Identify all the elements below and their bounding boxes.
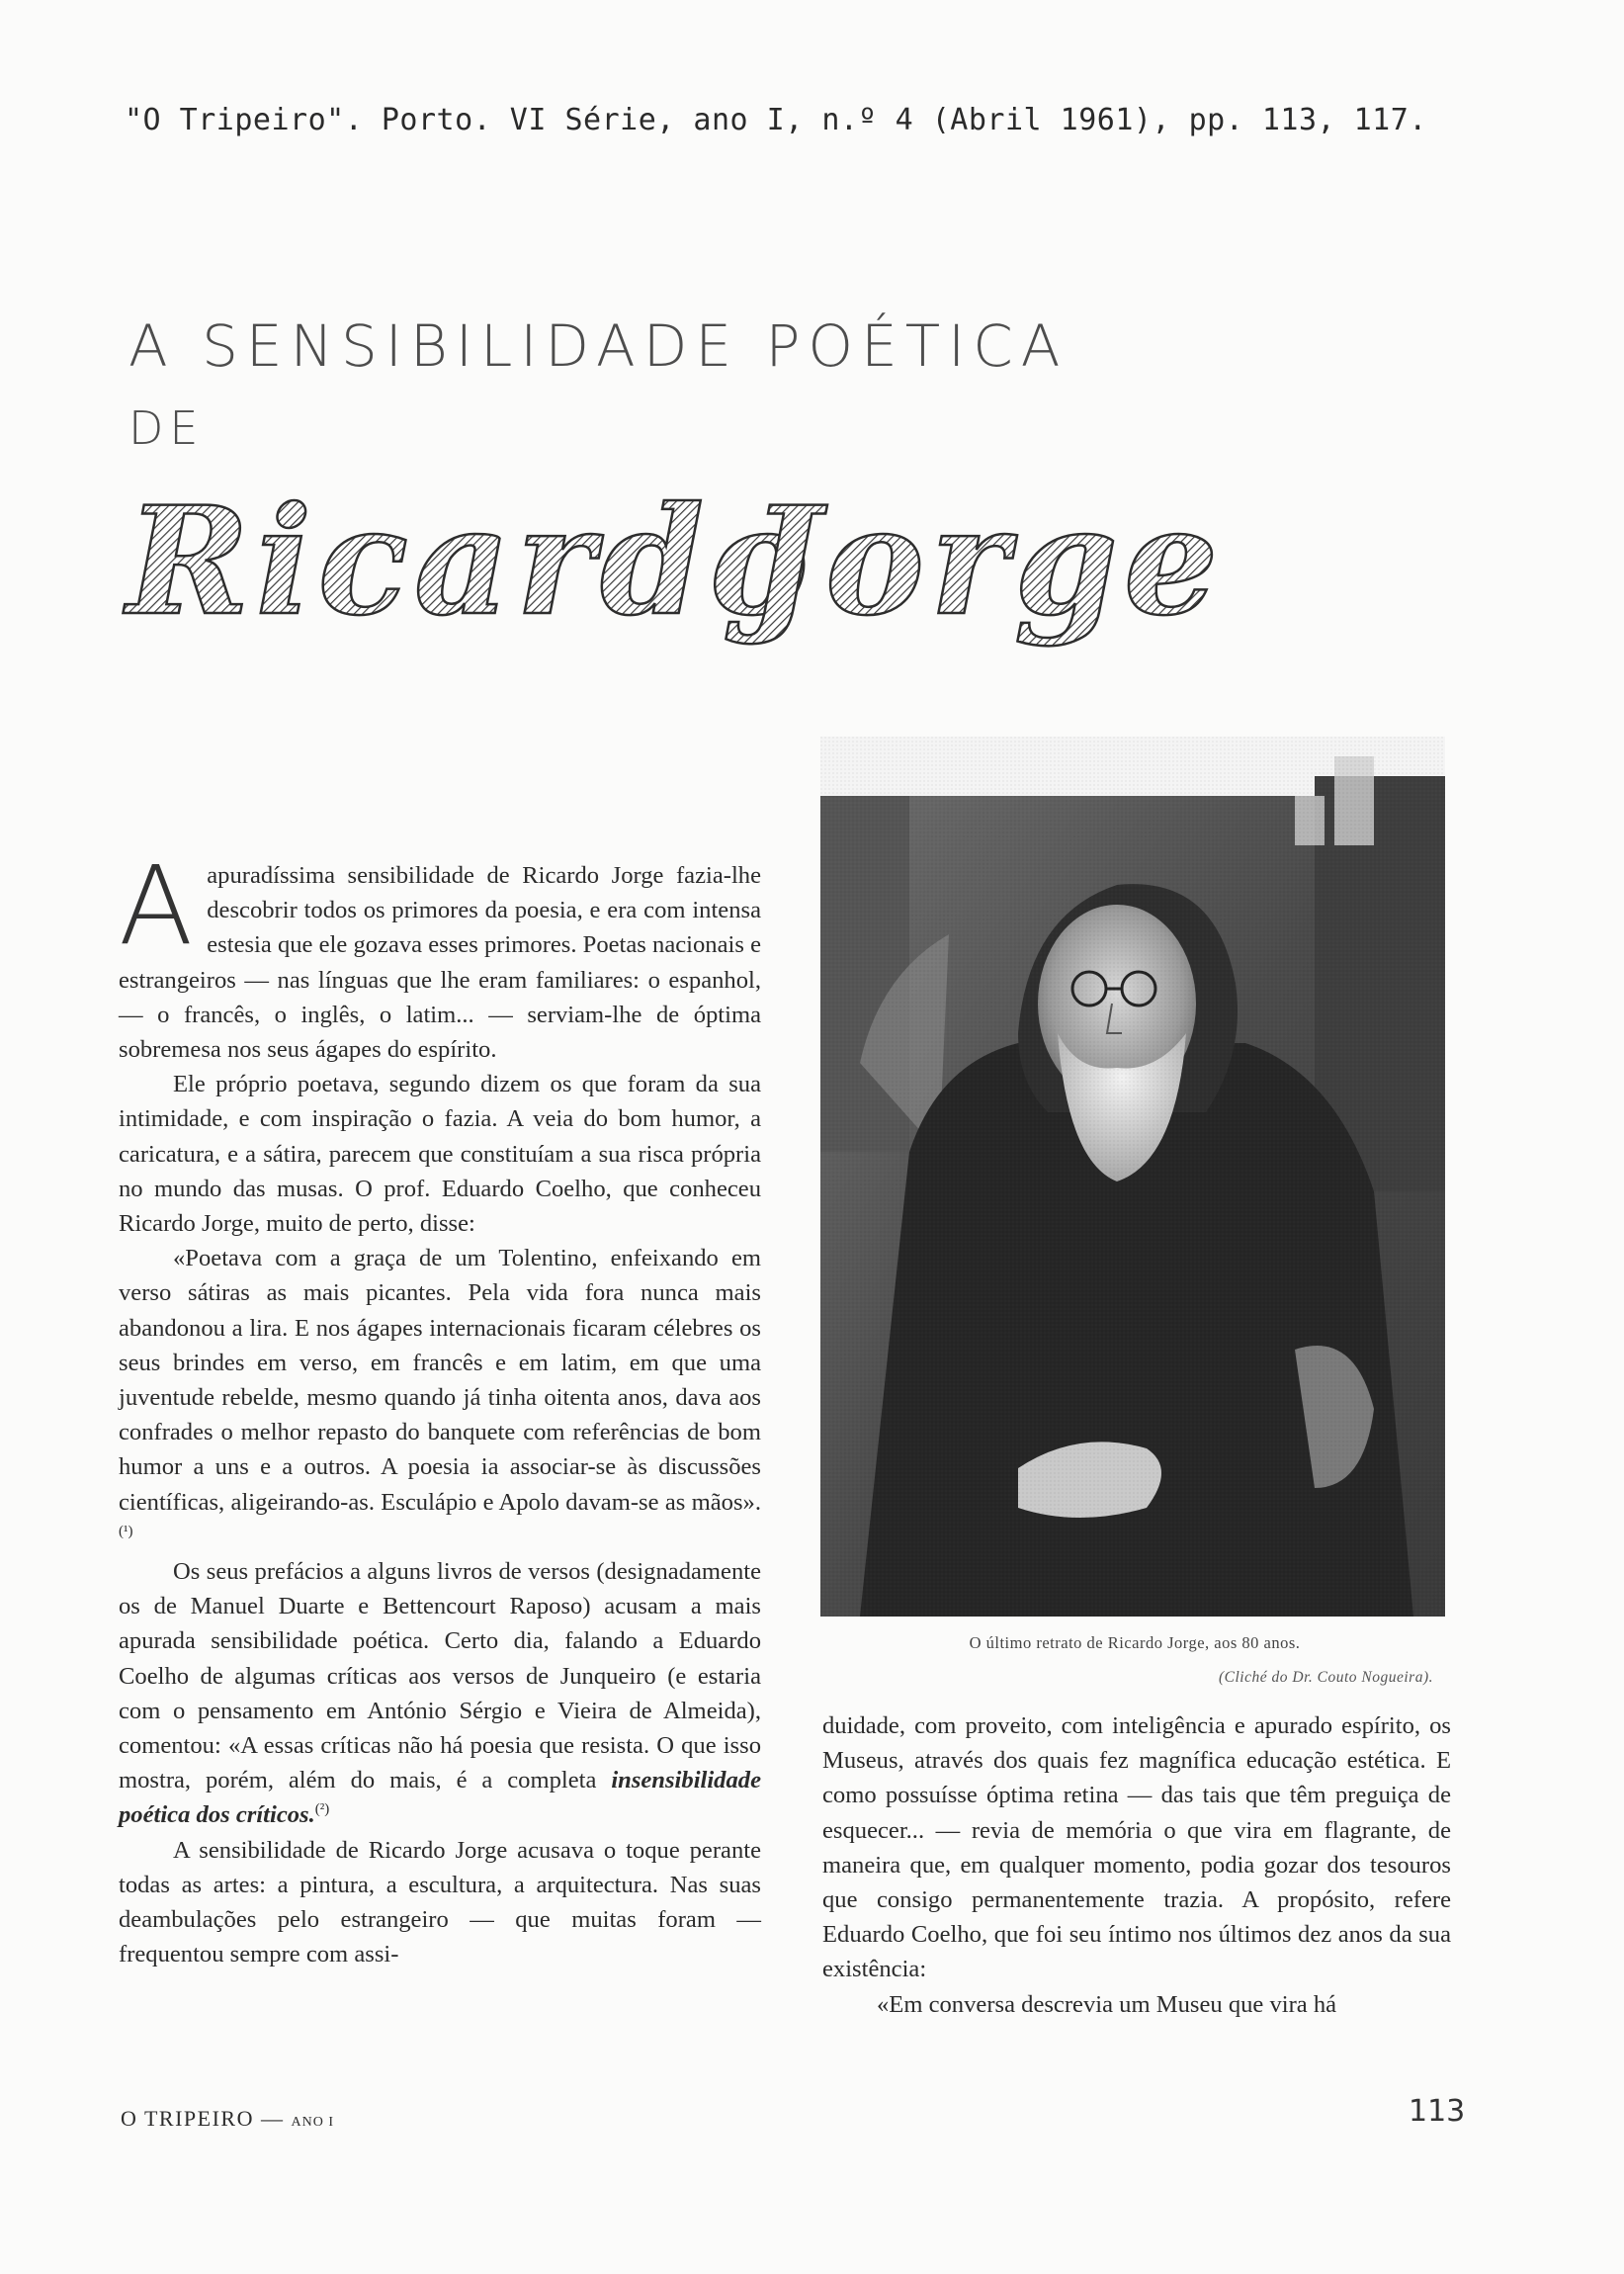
- article-column-left: [119, 842, 761, 1972]
- ricardo-jorge-title-lettering: [117, 465, 1225, 662]
- photo-credit: (Cliché do Dr. Couto Nogueira).: [1219, 1669, 1433, 1686]
- footnote-ref-1: (¹): [119, 1523, 133, 1539]
- portrait-image: [820, 737, 1445, 1617]
- source-citation: "O Tripeiro". Porto. VI Série, ano I, n.º 4 (Abril 1961), pp. 113, 117.: [125, 103, 1427, 137]
- page-number: 113: [1409, 2094, 1466, 2129]
- photo-caption: O último retrato de Ricardo Jorge, aos 80 anos.: [969, 1633, 1301, 1652]
- paragraph-2: Ele próprio poetava, segundo dizem os que foram da sua intimidade, e com inspiração o fazia. A veia do bom humor, a caricatura, e a sátira, parecem que constituíam a sua risca própria no mundo das musas. O prof. Eduardo Coelho, que conheceu Ricardo Jorge, muito de perto, disse:: [119, 1071, 761, 1238]
- paragraph-1: Aapuradíssima sensibilidade de Ricardo Jorge fazia-lhe descobrir todos os primores da poesia, e era com intensa estesia que ele gozava esses primores. Poetas nacionais e estrangeiros — nas línguas que lhe eram familiares: o espanhol, — o francês, o inglês, o latim... — serviam-lhe de óptima sobremesa nos seus ágapes do espírito.: [119, 842, 761, 1064]
- article-column-right: [822, 1708, 1451, 2022]
- paragraph-6: duidade, com proveito, com inteligência e apurado espírito, os Museus, através dos quais fez magnífica educação estética. E como possuísse óptima retina — das tais que têm preguiça de esquecer... — revia de memória o que vira em flagrante, de maneira que, em qualquer momento, podia gozar dos tesouros que consigo permanentemente trazia. A propósito, refere Eduardo Coelho, que foi seu íntimo nos últimos dez anos da sua existência:: [822, 1712, 1451, 1983]
- svg-text:Jorge: Jorge: [749, 475, 1225, 649]
- footer-magazine: O TRIPEIRO — ANO I: [121, 2106, 334, 2131]
- paragraph-3: «Poetava com a graça de um Tolentino, enfeixando em verso sátiras as mais picantes. Pela vida fora nunca mais abandonou a lira. E nos ágapes internacionais ficaram célebres os seus brindes em verso, em francês e em latim, em que uma juventude rebelde, mesmo quando já tinha oitenta anos, dava aos confrades o melhor repasto do banquete com referências de bom humor a uns e a outros. A poesia ia associar-se às discussões científicas, aligeirando-as. Esculápio e Apolo davam-se as mãos».$^{(^1)}$: [119, 1245, 761, 1539]
- article-title: A SENSIBILIDADE POÉTICA: [128, 312, 1068, 380]
- paragraph-5: A sensibilidade de Ricardo Jorge acusava o toque perante todas as artes: a pintura, a escultura, a arquitectura. Nas suas deambulações pelo estrangeiro — que muitas foram — frequentou sempre com assi-: [119, 1836, 761, 1968]
- portrait-photo: [820, 737, 1445, 1617]
- drop-cap: A: [119, 842, 194, 969]
- svg-text:Ricardo: Ricardo: [127, 475, 815, 649]
- footnote-ref-2: (²): [314, 1801, 330, 1818]
- paragraph-7: «Em conversa descrevia um Museu que vira há: [877, 1990, 1337, 2018]
- article-title-de: DE: [128, 401, 205, 455]
- paragraph-4: Os seus prefácios a alguns livros de versos (designadamente os de Manuel Duarte e Bettencourt Raposo) acusam a mais apurada sensibilidade poética. Certo dia, falando a Eduardo Coelho de algumas críticas aos versos de Junqueiro (e estaria com o pensamento em António Sérgio e Vieira de Almeida), comentou: «A essas críticas não há poesia que resista. O que isso mostra, porém, além do mais, é a completa insensibilidade poética dos críticos.$^{(^2)}$: [119, 1558, 761, 1829]
